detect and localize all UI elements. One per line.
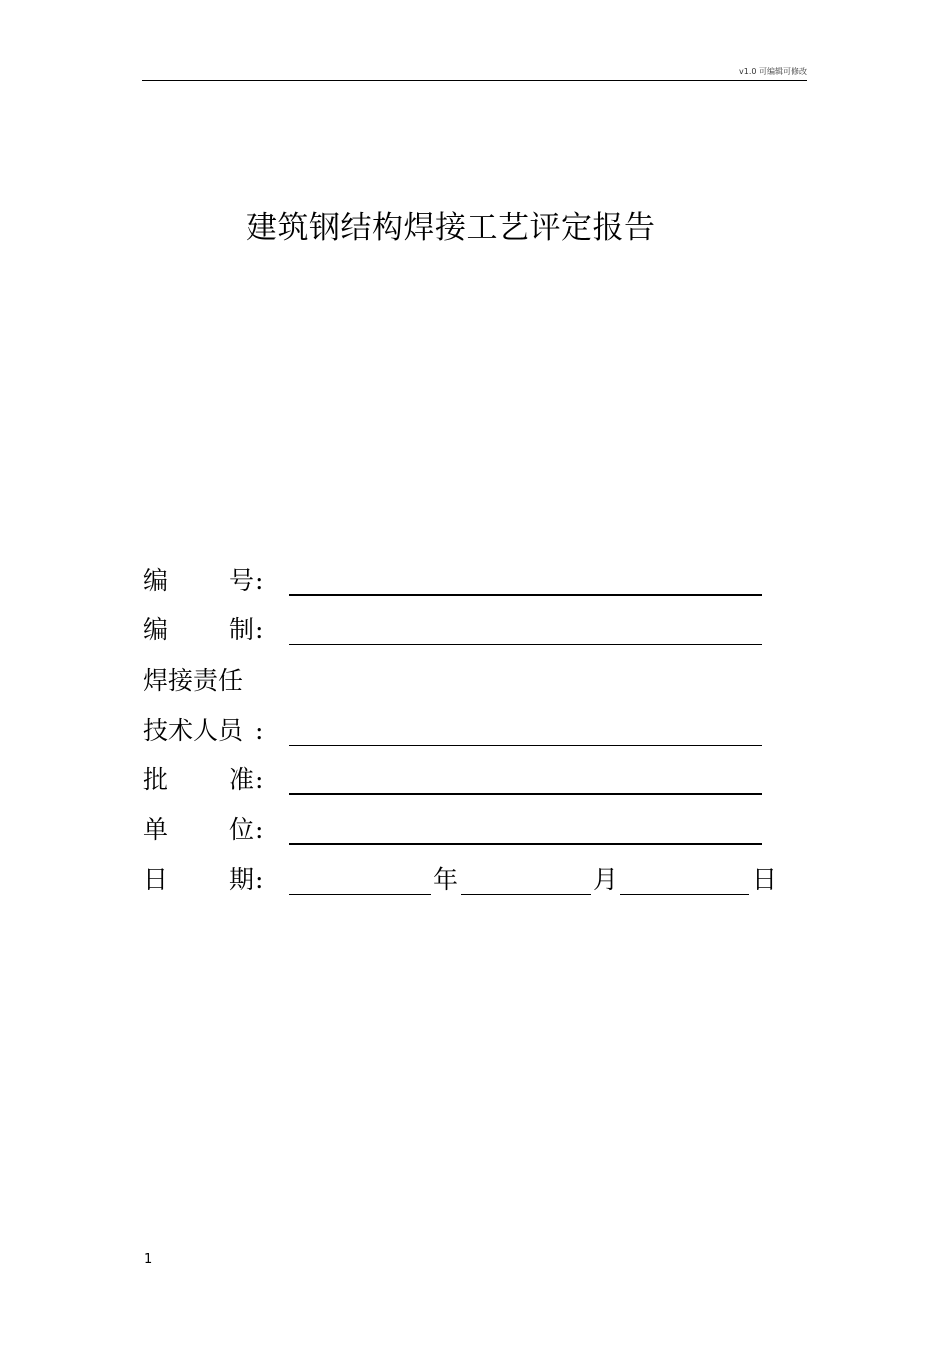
unit-field-line[interactable] <box>289 843 762 845</box>
date-day-label: 日 <box>752 865 778 894</box>
compiled-label-first: 编 <box>143 615 169 644</box>
date-label-colon: : <box>255 865 264 894</box>
approve-field-line[interactable] <box>289 793 762 795</box>
document-title: 建筑钢结构焊接工艺评定报告 <box>246 210 656 246</box>
header-divider <box>142 80 807 81</box>
approve-label-first: 批 <box>143 765 169 794</box>
date-label-last: 期 <box>229 865 255 894</box>
number-label-first: 编 <box>143 566 169 595</box>
approve-label-last: 准 <box>229 765 255 794</box>
welding-label-line2: 技术人员 <box>143 716 244 745</box>
page-number: 1 <box>144 1252 153 1267</box>
number-label-colon: : <box>255 566 264 595</box>
form-row-date <box>143 860 783 900</box>
number-field-line[interactable] <box>289 594 762 596</box>
date-day-line[interactable] <box>620 894 749 895</box>
compiled-label-last: 制 <box>229 615 255 644</box>
number-label-last: 号 <box>229 566 255 595</box>
approve-label-colon: : <box>255 765 264 794</box>
date-label-first: 日 <box>143 865 169 894</box>
compiled-field-line[interactable] <box>289 644 762 645</box>
header-version-text: v1.0 可编辑可修改 <box>739 67 807 76</box>
welding-label-line1: 焊接责任 <box>143 666 244 695</box>
unit-label-last: 位 <box>229 815 255 844</box>
date-year-line[interactable] <box>289 894 431 895</box>
welding-field-line[interactable] <box>289 745 762 746</box>
date-month-label: 月 <box>593 865 619 894</box>
unit-label-first: 单 <box>143 815 169 844</box>
welding-label-colon: : <box>255 716 264 745</box>
unit-label-colon: : <box>255 815 264 844</box>
date-year-label: 年 <box>433 865 459 894</box>
date-month-line[interactable] <box>461 894 591 895</box>
compiled-label-colon: : <box>255 615 264 644</box>
